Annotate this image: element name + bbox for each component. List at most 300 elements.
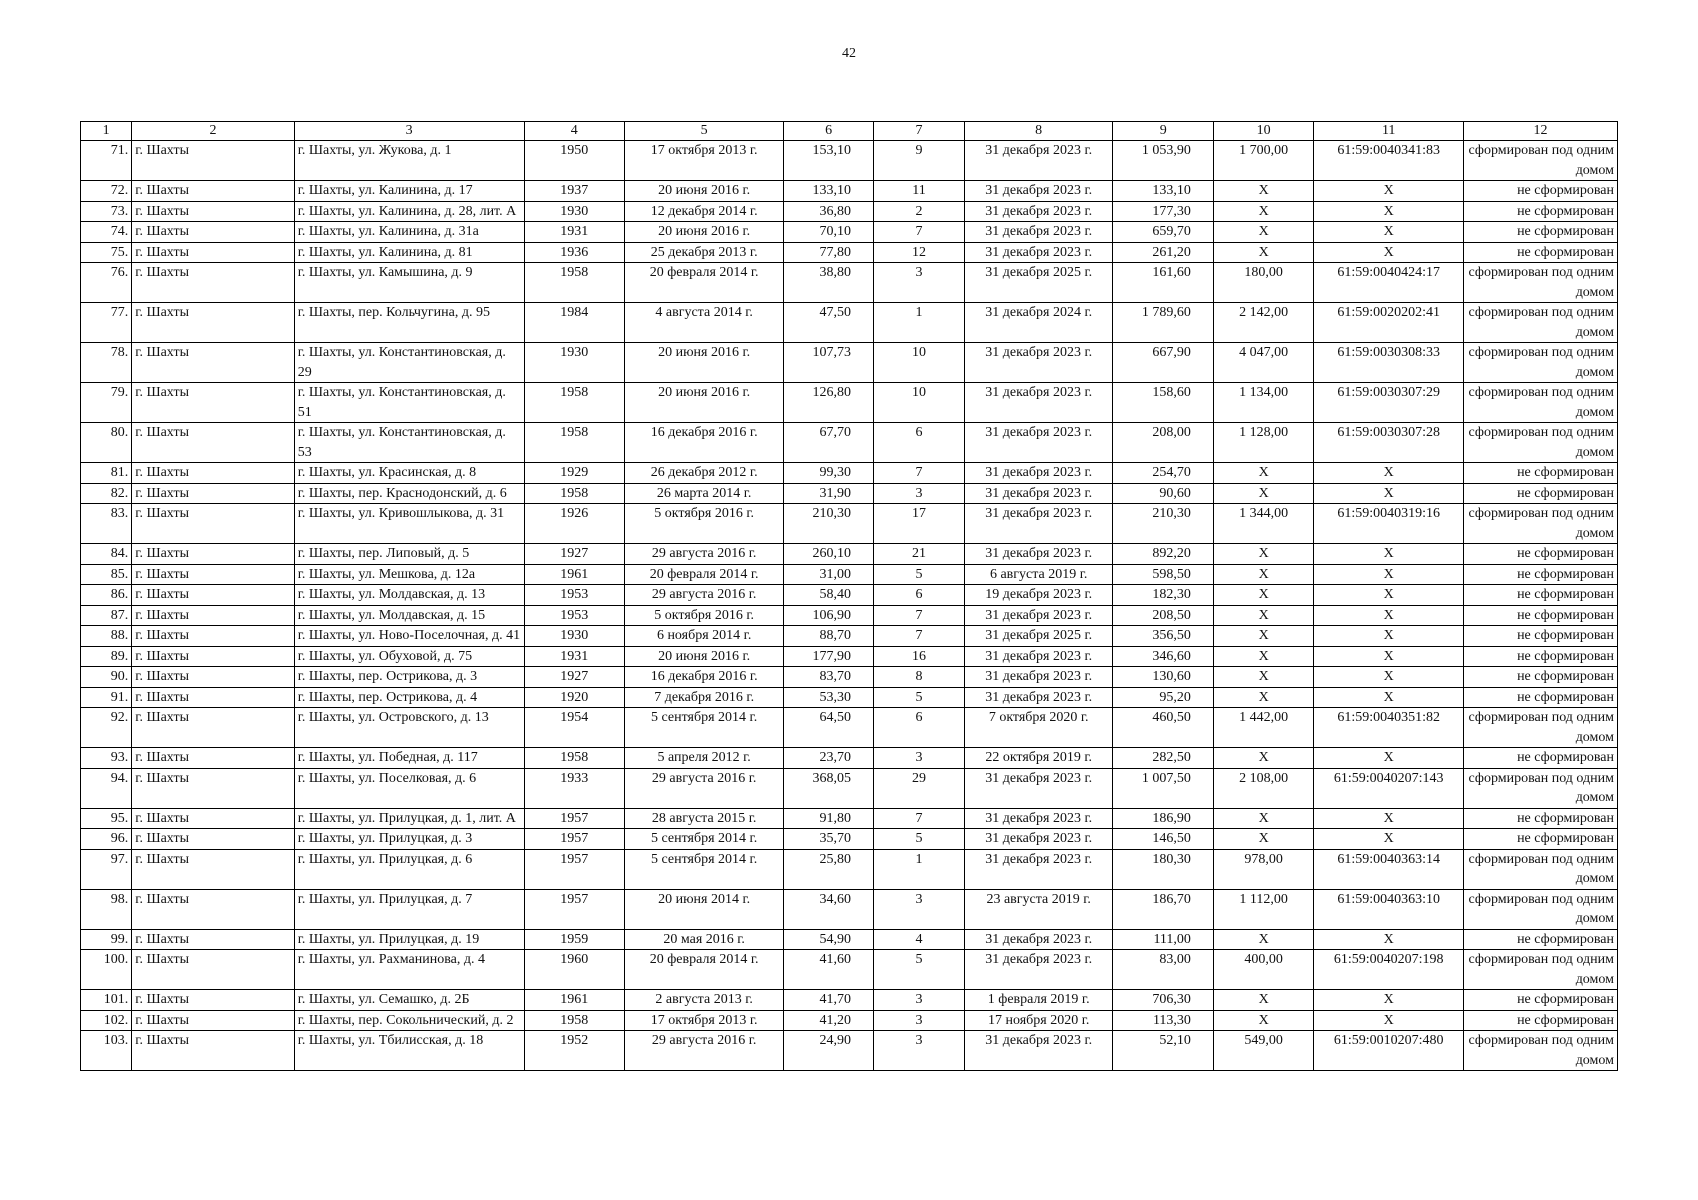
relocation-deadline-cell: 31 декабря 2023 г. bbox=[964, 181, 1113, 202]
column-header-11: 11 bbox=[1314, 122, 1464, 141]
inclusion-date-cell: 20 февраля 2014 г. bbox=[625, 263, 784, 303]
residents-cell: 3 bbox=[874, 263, 965, 303]
row-number-cell: 82. bbox=[81, 483, 132, 504]
plot-area-cell: Х bbox=[1213, 585, 1313, 606]
cadastral-number-cell: Х bbox=[1314, 544, 1464, 565]
land-area-cell: 180,30 bbox=[1113, 849, 1213, 889]
relocation-deadline-cell: 31 декабря 2023 г. bbox=[964, 544, 1113, 565]
table-row bbox=[81, 181, 1618, 202]
plot-area-cell: 180,00 bbox=[1213, 263, 1313, 303]
address-cell: г. Шахты, ул. Кривошлыкова, д. 31 bbox=[294, 504, 524, 544]
relocation-deadline-cell: 31 декабря 2023 г. bbox=[964, 242, 1113, 263]
address-cell: г. Шахты, ул. Рахманинова, д. 4 bbox=[294, 950, 524, 990]
city-cell: г. Шахты bbox=[132, 1010, 294, 1031]
relocation-deadline-cell: 31 декабря 2023 г. bbox=[964, 483, 1113, 504]
inclusion-date-cell: 5 октября 2016 г. bbox=[625, 504, 784, 544]
address-cell: г. Шахты, ул. Камышина, д. 9 bbox=[294, 263, 524, 303]
area-cell: 24,90 bbox=[784, 1031, 874, 1071]
inclusion-date-cell: 4 августа 2014 г. bbox=[625, 303, 784, 343]
land-area-cell: 1 007,50 bbox=[1113, 768, 1213, 808]
table-row bbox=[81, 263, 1618, 303]
residents-cell: 5 bbox=[874, 564, 965, 585]
address-cell: г. Шахты, ул. Константиновская, д. 53 bbox=[294, 423, 524, 463]
year-built-cell: 1958 bbox=[524, 383, 624, 423]
row-number-cell: 93. bbox=[81, 748, 132, 769]
table-row bbox=[81, 646, 1618, 667]
row-number-cell: 87. bbox=[81, 605, 132, 626]
year-built-cell: 1958 bbox=[524, 1010, 624, 1031]
city-cell: г. Шахты bbox=[132, 929, 294, 950]
plot-area-cell: 400,00 bbox=[1213, 950, 1313, 990]
column-header-2: 2 bbox=[132, 122, 294, 141]
address-cell: г. Шахты, ул. Семашко, д. 2Б bbox=[294, 990, 524, 1011]
year-built-cell: 1927 bbox=[524, 667, 624, 688]
cadastral-number-cell: Х bbox=[1314, 181, 1464, 202]
address-cell: г. Шахты, ул. Молдавская, д. 13 bbox=[294, 585, 524, 606]
year-built-cell: 1957 bbox=[524, 829, 624, 850]
land-status-cell: сформирован под одним домом bbox=[1464, 708, 1618, 748]
table-row bbox=[81, 201, 1618, 222]
table-row bbox=[81, 343, 1618, 383]
land-status-cell: сформирован под одним домом bbox=[1464, 849, 1618, 889]
column-header-10: 10 bbox=[1213, 122, 1313, 141]
year-built-cell: 1953 bbox=[524, 605, 624, 626]
plot-area-cell: Х bbox=[1213, 564, 1313, 585]
table-row bbox=[81, 303, 1618, 343]
city-cell: г. Шахты bbox=[132, 585, 294, 606]
land-area-cell: 659,70 bbox=[1113, 222, 1213, 243]
area-cell: 126,80 bbox=[784, 383, 874, 423]
cadastral-number-cell: Х bbox=[1314, 242, 1464, 263]
city-cell: г. Шахты bbox=[132, 990, 294, 1011]
year-built-cell: 1954 bbox=[524, 708, 624, 748]
year-built-cell: 1931 bbox=[524, 646, 624, 667]
area-cell: 34,60 bbox=[784, 889, 874, 929]
table-row bbox=[81, 383, 1618, 423]
city-cell: г. Шахты bbox=[132, 303, 294, 343]
residents-cell: 7 bbox=[874, 605, 965, 626]
inclusion-date-cell: 20 мая 2016 г. bbox=[625, 929, 784, 950]
row-number-cell: 101. bbox=[81, 990, 132, 1011]
city-cell: г. Шахты bbox=[132, 423, 294, 463]
inclusion-date-cell: 20 июня 2016 г. bbox=[625, 222, 784, 243]
row-number-cell: 78. bbox=[81, 343, 132, 383]
year-built-cell: 1958 bbox=[524, 748, 624, 769]
table-row bbox=[81, 667, 1618, 688]
relocation-deadline-cell: 31 декабря 2023 г. bbox=[964, 383, 1113, 423]
year-built-cell: 1960 bbox=[524, 950, 624, 990]
relocation-deadline-cell: 31 декабря 2024 г. bbox=[964, 303, 1113, 343]
plot-area-cell: Х bbox=[1213, 181, 1313, 202]
plot-area-cell: Х bbox=[1213, 829, 1313, 850]
cadastral-number-cell: Х bbox=[1314, 1010, 1464, 1031]
city-cell: г. Шахты bbox=[132, 605, 294, 626]
table-row bbox=[81, 483, 1618, 504]
cadastral-number-cell: 61:59:0040341:83 bbox=[1314, 141, 1464, 181]
land-area-cell: 90,60 bbox=[1113, 483, 1213, 504]
area-cell: 107,73 bbox=[784, 343, 874, 383]
cadastral-number-cell: 61:59:0040207:143 bbox=[1314, 768, 1464, 808]
plot-area-cell: Х bbox=[1213, 626, 1313, 647]
land-status-cell: сформирован под одним домом bbox=[1464, 889, 1618, 929]
address-cell: г. Шахты, ул. Ново-Поселочная, д. 41 bbox=[294, 626, 524, 647]
row-number-cell: 97. bbox=[81, 849, 132, 889]
city-cell: г. Шахты bbox=[132, 242, 294, 263]
cadastral-number-cell: 61:59:0030307:28 bbox=[1314, 423, 1464, 463]
area-cell: 31,90 bbox=[784, 483, 874, 504]
city-cell: г. Шахты bbox=[132, 646, 294, 667]
inclusion-date-cell: 28 августа 2015 г. bbox=[625, 808, 784, 829]
residents-cell: 3 bbox=[874, 748, 965, 769]
relocation-deadline-cell: 31 декабря 2023 г. bbox=[964, 687, 1113, 708]
land-status-cell: сформирован под одним домом bbox=[1464, 343, 1618, 383]
land-status-cell: не сформирован bbox=[1464, 1010, 1618, 1031]
land-area-cell: 177,30 bbox=[1113, 201, 1213, 222]
year-built-cell: 1961 bbox=[524, 990, 624, 1011]
area-cell: 41,60 bbox=[784, 950, 874, 990]
cadastral-number-cell: 61:59:0040363:14 bbox=[1314, 849, 1464, 889]
row-number-cell: 76. bbox=[81, 263, 132, 303]
table-row bbox=[81, 708, 1618, 748]
land-status-cell: не сформирован bbox=[1464, 463, 1618, 484]
inclusion-date-cell: 5 октября 2016 г. bbox=[625, 605, 784, 626]
address-cell: г. Шахты, ул. Красинская, д. 8 bbox=[294, 463, 524, 484]
plot-area-cell: 2 142,00 bbox=[1213, 303, 1313, 343]
address-cell: г. Шахты, ул. Прилуцкая, д. 19 bbox=[294, 929, 524, 950]
plot-area-cell: Х bbox=[1213, 544, 1313, 565]
city-cell: г. Шахты bbox=[132, 849, 294, 889]
address-cell: г. Шахты, ул. Константиновская, д. 29 bbox=[294, 343, 524, 383]
inclusion-date-cell: 5 сентября 2014 г. bbox=[625, 708, 784, 748]
plot-area-cell: Х bbox=[1213, 646, 1313, 667]
relocation-deadline-cell: 31 декабря 2023 г. bbox=[964, 768, 1113, 808]
address-cell: г. Шахты, пер. Острикова, д. 3 bbox=[294, 667, 524, 688]
inclusion-date-cell: 26 декабря 2012 г. bbox=[625, 463, 784, 484]
land-status-cell: сформирован под одним домом bbox=[1464, 504, 1618, 544]
relocation-deadline-cell: 22 октября 2019 г. bbox=[964, 748, 1113, 769]
city-cell: г. Шахты bbox=[132, 950, 294, 990]
residents-cell: 1 bbox=[874, 303, 965, 343]
residents-cell: 6 bbox=[874, 708, 965, 748]
address-cell: г. Шахты, ул. Островского, д. 13 bbox=[294, 708, 524, 748]
land-area-cell: 95,20 bbox=[1113, 687, 1213, 708]
table-row bbox=[81, 463, 1618, 484]
address-cell: г. Шахты, ул. Прилуцкая, д. 7 bbox=[294, 889, 524, 929]
plot-area-cell: 1 134,00 bbox=[1213, 383, 1313, 423]
year-built-cell: 1931 bbox=[524, 222, 624, 243]
city-cell: г. Шахты bbox=[132, 768, 294, 808]
plot-area-cell: Х bbox=[1213, 808, 1313, 829]
inclusion-date-cell: 20 февраля 2014 г. bbox=[625, 564, 784, 585]
land-status-cell: не сформирован bbox=[1464, 222, 1618, 243]
table-row bbox=[81, 544, 1618, 565]
area-cell: 368,05 bbox=[784, 768, 874, 808]
residents-cell: 6 bbox=[874, 585, 965, 606]
column-header-1: 1 bbox=[81, 122, 132, 141]
land-area-cell: 130,60 bbox=[1113, 667, 1213, 688]
relocation-deadline-cell: 31 декабря 2023 г. bbox=[964, 849, 1113, 889]
year-built-cell: 1926 bbox=[524, 504, 624, 544]
relocation-deadline-cell: 31 декабря 2023 г. bbox=[964, 667, 1113, 688]
table-row bbox=[81, 141, 1618, 181]
year-built-cell: 1930 bbox=[524, 343, 624, 383]
address-cell: г. Шахты, ул. Победная, д. 117 bbox=[294, 748, 524, 769]
relocation-deadline-cell: 31 декабря 2023 г. bbox=[964, 929, 1113, 950]
table-row bbox=[81, 829, 1618, 850]
city-cell: г. Шахты bbox=[132, 829, 294, 850]
city-cell: г. Шахты bbox=[132, 708, 294, 748]
land-area-cell: 83,00 bbox=[1113, 950, 1213, 990]
land-status-cell: не сформирован bbox=[1464, 626, 1618, 647]
row-number-cell: 95. bbox=[81, 808, 132, 829]
relocation-deadline-cell: 19 декабря 2023 г. bbox=[964, 585, 1113, 606]
city-cell: г. Шахты bbox=[132, 626, 294, 647]
inclusion-date-cell: 17 октября 2013 г. bbox=[625, 141, 784, 181]
relocation-deadline-cell: 7 октября 2020 г. bbox=[964, 708, 1113, 748]
area-cell: 91,80 bbox=[784, 808, 874, 829]
address-cell: г. Шахты, ул. Обуховой, д. 75 bbox=[294, 646, 524, 667]
residents-cell: 3 bbox=[874, 1010, 965, 1031]
address-cell: г. Шахты, ул. Калинина, д. 31а bbox=[294, 222, 524, 243]
inclusion-date-cell: 25 декабря 2013 г. bbox=[625, 242, 784, 263]
table-row bbox=[81, 950, 1618, 990]
table-row bbox=[81, 605, 1618, 626]
table-row bbox=[81, 222, 1618, 243]
area-cell: 58,40 bbox=[784, 585, 874, 606]
column-header-12: 12 bbox=[1464, 122, 1618, 141]
row-number-cell: 92. bbox=[81, 708, 132, 748]
land-area-cell: 146,50 bbox=[1113, 829, 1213, 850]
relocation-deadline-cell: 31 декабря 2023 г. bbox=[964, 808, 1113, 829]
inclusion-date-cell: 2 августа 2013 г. bbox=[625, 990, 784, 1011]
row-number-cell: 88. bbox=[81, 626, 132, 647]
year-built-cell: 1958 bbox=[524, 423, 624, 463]
inclusion-date-cell: 20 июня 2016 г. bbox=[625, 383, 784, 423]
address-cell: г. Шахты, ул. Калинина, д. 17 bbox=[294, 181, 524, 202]
area-cell: 70,10 bbox=[784, 222, 874, 243]
city-cell: г. Шахты bbox=[132, 483, 294, 504]
cadastral-number-cell: Х bbox=[1314, 646, 1464, 667]
cadastral-number-cell: 61:59:0040424:17 bbox=[1314, 263, 1464, 303]
residents-cell: 5 bbox=[874, 687, 965, 708]
year-built-cell: 1957 bbox=[524, 889, 624, 929]
city-cell: г. Шахты bbox=[132, 748, 294, 769]
residents-cell: 8 bbox=[874, 667, 965, 688]
area-cell: 260,10 bbox=[784, 544, 874, 565]
cadastral-number-cell: Х bbox=[1314, 990, 1464, 1011]
address-cell: г. Шахты, ул. Константиновская, д. 51 bbox=[294, 383, 524, 423]
page-number: 42 bbox=[842, 46, 856, 61]
address-cell: г. Шахты, ул. Калинина, д. 81 bbox=[294, 242, 524, 263]
cadastral-number-cell: Х bbox=[1314, 626, 1464, 647]
city-cell: г. Шахты bbox=[132, 201, 294, 222]
area-cell: 210,30 bbox=[784, 504, 874, 544]
inclusion-date-cell: 5 сентября 2014 г. bbox=[625, 829, 784, 850]
year-built-cell: 1952 bbox=[524, 1031, 624, 1071]
land-status-cell: не сформирован bbox=[1464, 483, 1618, 504]
relocation-deadline-cell: 17 ноября 2020 г. bbox=[964, 1010, 1113, 1031]
relocation-deadline-cell: 31 декабря 2023 г. bbox=[964, 222, 1113, 243]
table-row bbox=[81, 748, 1618, 769]
residents-cell: 10 bbox=[874, 343, 965, 383]
residents-cell: 7 bbox=[874, 808, 965, 829]
area-cell: 67,70 bbox=[784, 423, 874, 463]
plot-area-cell: Х bbox=[1213, 687, 1313, 708]
area-cell: 54,90 bbox=[784, 929, 874, 950]
area-cell: 177,90 bbox=[784, 646, 874, 667]
residents-cell: 1 bbox=[874, 849, 965, 889]
relocation-deadline-cell: 23 августа 2019 г. bbox=[964, 889, 1113, 929]
city-cell: г. Шахты bbox=[132, 667, 294, 688]
table-row bbox=[81, 687, 1618, 708]
cadastral-number-cell: 61:59:0010207:480 bbox=[1314, 1031, 1464, 1071]
residents-cell: 3 bbox=[874, 1031, 965, 1071]
cadastral-number-cell: Х bbox=[1314, 687, 1464, 708]
cadastral-number-cell: Х bbox=[1314, 483, 1464, 504]
relocation-deadline-cell: 31 декабря 2023 г. bbox=[964, 1031, 1113, 1071]
plot-area-cell: Х bbox=[1213, 483, 1313, 504]
inclusion-date-cell: 16 декабря 2016 г. bbox=[625, 667, 784, 688]
cadastral-number-cell: 61:59:0040207:198 bbox=[1314, 950, 1464, 990]
area-cell: 133,10 bbox=[784, 181, 874, 202]
year-built-cell: 1957 bbox=[524, 808, 624, 829]
plot-area-cell: Х bbox=[1213, 222, 1313, 243]
residents-cell: 2 bbox=[874, 201, 965, 222]
city-cell: г. Шахты bbox=[132, 181, 294, 202]
address-cell: г. Шахты, пер. Липовый, д. 5 bbox=[294, 544, 524, 565]
inclusion-date-cell: 7 декабря 2016 г. bbox=[625, 687, 784, 708]
city-cell: г. Шахты bbox=[132, 544, 294, 565]
row-number-cell: 86. bbox=[81, 585, 132, 606]
inclusion-date-cell: 5 сентября 2014 г. bbox=[625, 849, 784, 889]
year-built-cell: 1958 bbox=[524, 263, 624, 303]
relocation-deadline-cell: 31 декабря 2023 г. bbox=[964, 141, 1113, 181]
row-number-cell: 103. bbox=[81, 1031, 132, 1071]
cadastral-number-cell: 61:59:0040363:10 bbox=[1314, 889, 1464, 929]
address-cell: г. Шахты, пер. Острикова, д. 4 bbox=[294, 687, 524, 708]
year-built-cell: 1936 bbox=[524, 242, 624, 263]
residents-cell: 7 bbox=[874, 222, 965, 243]
land-area-cell: 186,70 bbox=[1113, 889, 1213, 929]
land-area-cell: 282,50 bbox=[1113, 748, 1213, 769]
inclusion-date-cell: 26 марта 2014 г. bbox=[625, 483, 784, 504]
area-cell: 106,90 bbox=[784, 605, 874, 626]
relocation-deadline-cell: 31 декабря 2025 г. bbox=[964, 626, 1113, 647]
row-number-cell: 94. bbox=[81, 768, 132, 808]
land-area-cell: 113,30 bbox=[1113, 1010, 1213, 1031]
plot-area-cell: 1 128,00 bbox=[1213, 423, 1313, 463]
city-cell: г. Шахты bbox=[132, 141, 294, 181]
cadastral-number-cell: Х bbox=[1314, 808, 1464, 829]
land-status-cell: не сформирован bbox=[1464, 201, 1618, 222]
table-row bbox=[81, 889, 1618, 929]
plot-area-cell: Х bbox=[1213, 748, 1313, 769]
inclusion-date-cell: 20 июня 2016 г. bbox=[625, 343, 784, 383]
cadastral-number-cell: Х bbox=[1314, 667, 1464, 688]
table-row bbox=[81, 1010, 1618, 1031]
cadastral-number-cell: 61:59:0020202:41 bbox=[1314, 303, 1464, 343]
inclusion-date-cell: 20 июня 2016 г. bbox=[625, 181, 784, 202]
residents-cell: 7 bbox=[874, 463, 965, 484]
plot-area-cell: 2 108,00 bbox=[1213, 768, 1313, 808]
year-built-cell: 1927 bbox=[524, 544, 624, 565]
table-row bbox=[81, 990, 1618, 1011]
area-cell: 64,50 bbox=[784, 708, 874, 748]
land-status-cell: не сформирован bbox=[1464, 242, 1618, 263]
row-number-cell: 83. bbox=[81, 504, 132, 544]
address-cell: г. Шахты, пер. Краснодонский, д. 6 bbox=[294, 483, 524, 504]
land-status-cell: сформирован под одним домом bbox=[1464, 303, 1618, 343]
plot-area-cell: Х bbox=[1213, 1010, 1313, 1031]
column-header-6: 6 bbox=[784, 122, 874, 141]
table-row bbox=[81, 1031, 1618, 1071]
row-number-cell: 80. bbox=[81, 423, 132, 463]
cadastral-number-cell: Х bbox=[1314, 585, 1464, 606]
row-number-cell: 72. bbox=[81, 181, 132, 202]
land-status-cell: не сформирован bbox=[1464, 564, 1618, 585]
table-row bbox=[81, 242, 1618, 263]
cadastral-number-cell: 61:59:0030308:33 bbox=[1314, 343, 1464, 383]
land-status-cell: не сформирован bbox=[1464, 585, 1618, 606]
residents-cell: 6 bbox=[874, 423, 965, 463]
land-area-cell: 133,10 bbox=[1113, 181, 1213, 202]
row-number-cell: 84. bbox=[81, 544, 132, 565]
plot-area-cell: 1 442,00 bbox=[1213, 708, 1313, 748]
row-number-cell: 77. bbox=[81, 303, 132, 343]
land-area-cell: 460,50 bbox=[1113, 708, 1213, 748]
relocation-deadline-cell: 31 декабря 2023 г. bbox=[964, 605, 1113, 626]
land-status-cell: не сформирован bbox=[1464, 829, 1618, 850]
residents-cell: 11 bbox=[874, 181, 965, 202]
relocation-deadline-cell: 31 декабря 2023 г. bbox=[964, 829, 1113, 850]
city-cell: г. Шахты bbox=[132, 889, 294, 929]
relocation-deadline-cell: 31 декабря 2023 г. bbox=[964, 343, 1113, 383]
year-built-cell: 1937 bbox=[524, 181, 624, 202]
land-area-cell: 111,00 bbox=[1113, 929, 1213, 950]
land-status-cell: не сформирован bbox=[1464, 808, 1618, 829]
cadastral-number-cell: Х bbox=[1314, 463, 1464, 484]
residents-cell: 5 bbox=[874, 950, 965, 990]
table-row bbox=[81, 564, 1618, 585]
land-area-cell: 161,60 bbox=[1113, 263, 1213, 303]
area-cell: 77,80 bbox=[784, 242, 874, 263]
plot-area-cell: Х bbox=[1213, 242, 1313, 263]
row-number-cell: 91. bbox=[81, 687, 132, 708]
land-status-cell: не сформирован bbox=[1464, 667, 1618, 688]
land-area-cell: 210,30 bbox=[1113, 504, 1213, 544]
table-header-row bbox=[81, 122, 1618, 141]
area-cell: 23,70 bbox=[784, 748, 874, 769]
residents-cell: 21 bbox=[874, 544, 965, 565]
relocation-deadline-cell: 31 декабря 2023 г. bbox=[964, 504, 1113, 544]
year-built-cell: 1920 bbox=[524, 687, 624, 708]
plot-area-cell: 549,00 bbox=[1213, 1031, 1313, 1071]
row-number-cell: 79. bbox=[81, 383, 132, 423]
residents-cell: 3 bbox=[874, 483, 965, 504]
city-cell: г. Шахты bbox=[132, 222, 294, 243]
land-area-cell: 182,30 bbox=[1113, 585, 1213, 606]
column-header-7: 7 bbox=[874, 122, 965, 141]
year-built-cell: 1984 bbox=[524, 303, 624, 343]
land-area-cell: 892,20 bbox=[1113, 544, 1213, 565]
area-cell: 36,80 bbox=[784, 201, 874, 222]
table-row bbox=[81, 504, 1618, 544]
city-cell: г. Шахты bbox=[132, 343, 294, 383]
address-cell: г. Шахты, ул. Жукова, д. 1 bbox=[294, 141, 524, 181]
area-cell: 53,30 bbox=[784, 687, 874, 708]
address-cell: г. Шахты, ул. Молдавская, д. 15 bbox=[294, 605, 524, 626]
relocation-deadline-cell: 6 августа 2019 г. bbox=[964, 564, 1113, 585]
